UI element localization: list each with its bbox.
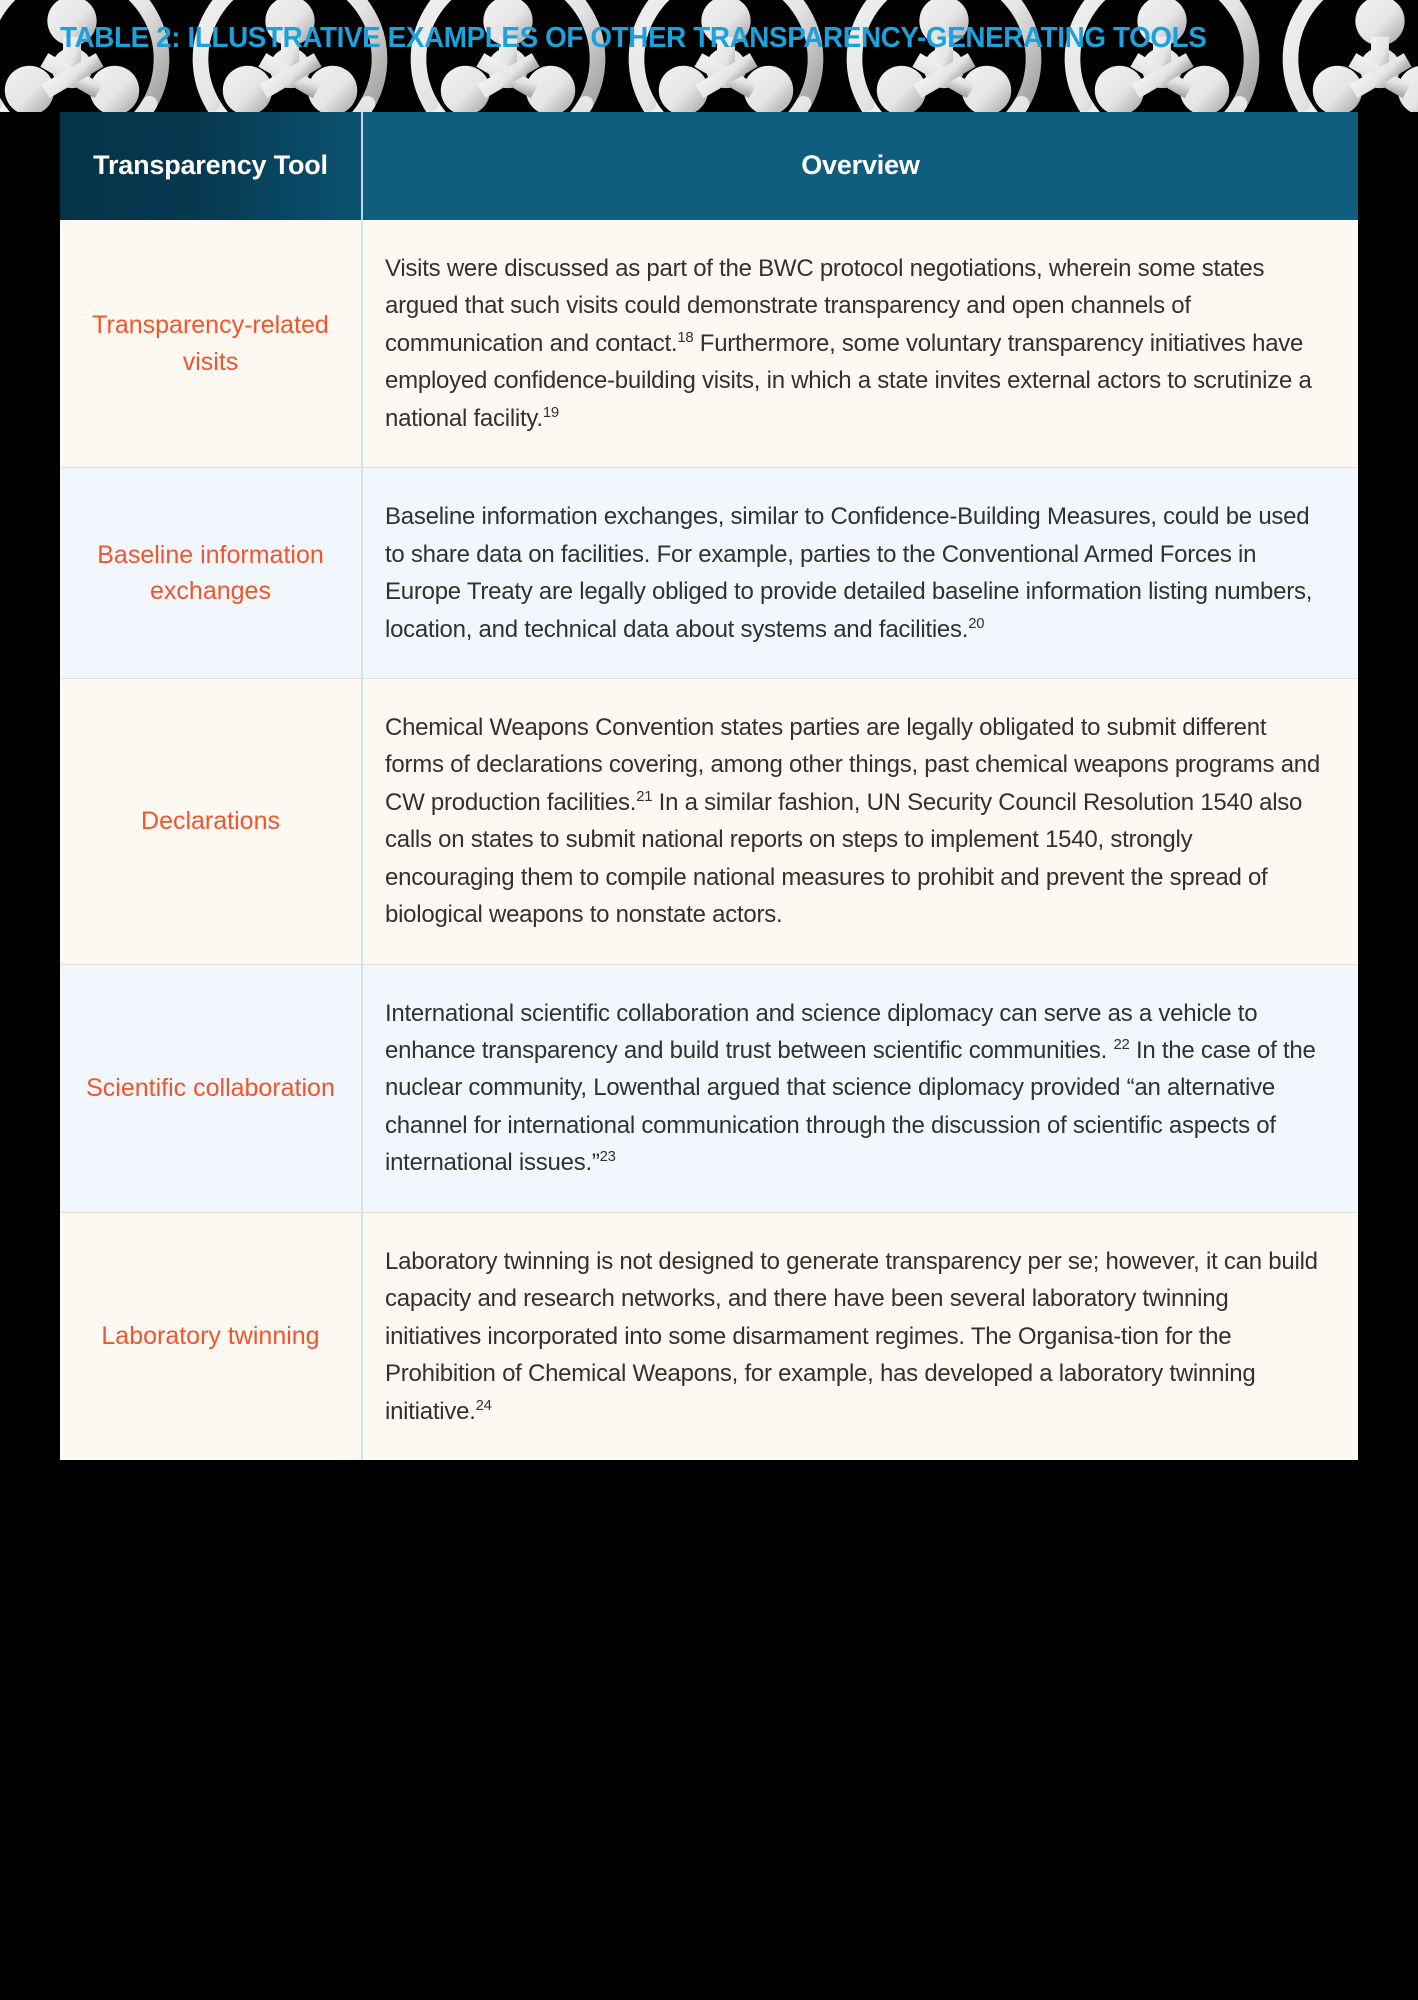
right-margin [1358,112,1418,2000]
transparency-tool-cell: Transparency-related visits [60,220,362,468]
biohazard-pattern [0,0,1418,112]
biohazard-icon [0,0,184,112]
transparency-tool-cell: Scientific collaboration [60,964,362,1212]
table-header-row [60,112,1358,220]
overview-cell: Laboratory twinning is not designed to generate transparency per se; however, it can build capacity and research networks, and there have been several laboratory twinning initiatives incorporated into some disarmament regimes. The Organisa-tion for the Prohibition of Chemical Weapons, for example, has developed a laboratory twinning initiative.$^{24}$ [362,1212,1358,1460]
biohazard-icon [614,0,838,112]
overview-cell: International scientific collaboration and science diplomacy can serve as a vehicle to enhance transparency and build trust between scientific communities. $^{22}$ In the case of the nuclear community, Lowenthal argued that science diplomacy provided “an alternative channel for international communication through the discussion of scientific aspects of international issues.”$^{23}$ [362,964,1358,1212]
table-header [60,112,1358,220]
table-row [60,964,1358,1212]
biohazard-icon [832,0,1056,112]
biohazard-icon [1050,0,1274,112]
table-row [60,220,1358,468]
page-title: TABLE 2: ILLUSTRATIVE EXAMPLES OF OTHER TRANSPARENCY-GENERATING TOOLS [60,22,1207,54]
left-margin [0,112,60,2000]
decorative-header-band [0,0,1418,112]
transparency-tool-cell: Laboratory twinning [60,1212,362,1460]
decorative-footer-band [0,1940,1418,2000]
transparency-tool-cell: Baseline information exchanges [60,468,362,679]
table-row [60,468,1358,679]
table-body [60,220,1358,1460]
transparency-tools-table [60,112,1358,1460]
table-container [60,112,1358,1460]
table-row [60,1212,1358,1460]
overview-cell: Baseline information exchanges, similar to Confidence-Building Measures, could be used to share data on facilities. For example, parties to the Conventional Armed Forces in Europe Treaty are legally obliged to provide detailed baseline information listing numbers, location, and technical data about systems and facilities.$^{20}$ [362,468,1358,679]
overview-cell: Chemical Weapons Convention states parties are legally obligated to submit different forms of declarations covering, among other things, past chemical weapons programs and CW production facilities.$^{21}$ In a similar fashion, UN Security Council Resolution 1540 also calls on states to submit national reports on steps to implement 1540, strongly encouraging them to compile national measures to prohibit and prevent the spread of biological weapons to nonstate actors. [362,678,1358,964]
biohazard-icon [396,0,620,112]
column-header-transparency-tool: Transparency Tool [60,112,362,220]
biohazard-icon [1268,0,1418,112]
biohazard-icon [178,0,402,112]
transparency-tool-cell: Declarations [60,678,362,964]
overview-cell: Visits were discussed as part of the BWC protocol negotiations, wherein some states argued that such visits could demonstrate transparency and open channels of communication and contact.$^{18}$ Furthermore, some voluntary transparency initiatives have employed confidence-building visits, in which a state invites external actors to scrutinize a national facility.$^{19}$ [362,220,1358,468]
column-header-overview: Overview [362,112,1358,220]
table-row [60,678,1358,964]
